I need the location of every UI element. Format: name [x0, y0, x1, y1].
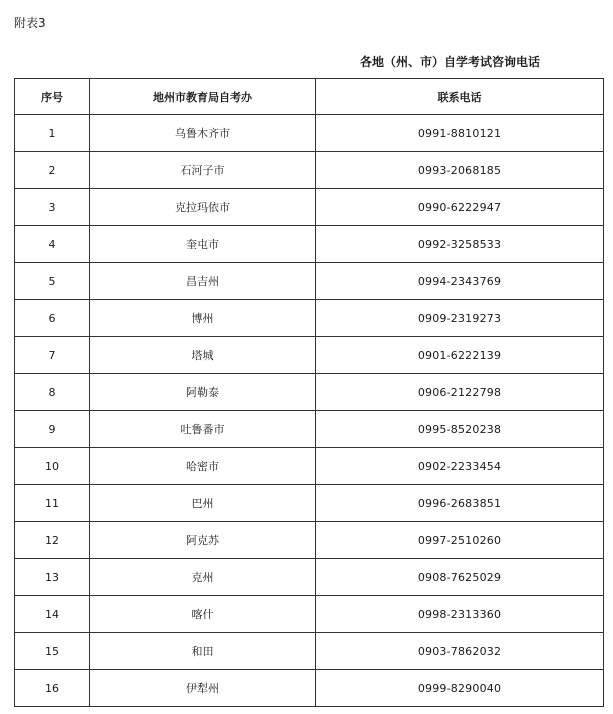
- table-row: [15, 559, 604, 596]
- phone-number: 0996-2683851: [316, 485, 604, 522]
- office-name: 奎屯市: [90, 226, 316, 263]
- office-name: 吐鲁番市: [90, 411, 316, 448]
- phone-number: 0908-7625029: [316, 559, 604, 596]
- phone-number: 0999-8290040: [316, 670, 604, 707]
- table-row: [15, 226, 604, 263]
- phone-number: 0909-2319273: [316, 300, 604, 337]
- header-office: 地州市教育局自考办: [90, 79, 316, 115]
- row-number: 13: [15, 559, 90, 596]
- row-number: 4: [15, 226, 90, 263]
- phone-number: 0998-2313360: [316, 596, 604, 633]
- office-name: 哈密市: [90, 448, 316, 485]
- table-row: [15, 374, 604, 411]
- row-number: 3: [15, 189, 90, 226]
- office-name: 喀什: [90, 596, 316, 633]
- phone-number: 0901-6222139: [316, 337, 604, 374]
- office-name: 石河子市: [90, 152, 316, 189]
- row-number: 5: [15, 263, 90, 300]
- phone-number: 0902-2233454: [316, 448, 604, 485]
- table-row: [15, 189, 604, 226]
- row-number: 12: [15, 522, 90, 559]
- table-row: [15, 411, 604, 448]
- row-number: 8: [15, 374, 90, 411]
- row-number: 7: [15, 337, 90, 374]
- table-row: [15, 670, 604, 707]
- phone-number: 0995-8520238: [316, 411, 604, 448]
- phone-number: 0991-8810121: [316, 115, 604, 152]
- table-row: [15, 152, 604, 189]
- phone-number: 0994-2343769: [316, 263, 604, 300]
- header-phone: 联系电话: [316, 79, 604, 115]
- phone-number: 0992-3258533: [316, 226, 604, 263]
- office-name: 克州: [90, 559, 316, 596]
- row-number: 1: [15, 115, 90, 152]
- header-no: 序号: [15, 79, 90, 115]
- phone-number: 0990-6222947: [316, 189, 604, 226]
- page-title: 各地（州、市）自学考试咨询电话: [360, 55, 541, 69]
- office-name: 博州: [90, 300, 316, 337]
- table-row: [15, 485, 604, 522]
- row-number: 9: [15, 411, 90, 448]
- row-number: 14: [15, 596, 90, 633]
- office-name: 克拉玛依市: [90, 189, 316, 226]
- attachment-label: 附表3: [14, 16, 46, 30]
- row-number: 6: [15, 300, 90, 337]
- row-number: 15: [15, 633, 90, 670]
- table-row: [15, 300, 604, 337]
- table-row: [15, 337, 604, 374]
- row-number: 11: [15, 485, 90, 522]
- phone-number: 0906-2122798: [316, 374, 604, 411]
- table-row: [15, 448, 604, 485]
- table-row: [15, 115, 604, 152]
- row-number: 16: [15, 670, 90, 707]
- phone-number: 0993-2068185: [316, 152, 604, 189]
- phone-number: 0997-2510260: [316, 522, 604, 559]
- office-name: 阿克苏: [90, 522, 316, 559]
- row-number: 2: [15, 152, 90, 189]
- office-name: 昌吉州: [90, 263, 316, 300]
- phone-number: 0903-7862032: [316, 633, 604, 670]
- table-row: [15, 633, 604, 670]
- office-name: 伊犁州: [90, 670, 316, 707]
- office-name: 阿勒泰: [90, 374, 316, 411]
- table-row: [15, 263, 604, 300]
- office-name: 塔城: [90, 337, 316, 374]
- office-name: 乌鲁木齐市: [90, 115, 316, 152]
- table-header-row: [15, 79, 604, 115]
- row-number: 10: [15, 448, 90, 485]
- table-row: [15, 522, 604, 559]
- office-name: 巴州: [90, 485, 316, 522]
- office-name: 和田: [90, 633, 316, 670]
- table-row: [15, 596, 604, 633]
- contacts-table: [14, 78, 604, 707]
